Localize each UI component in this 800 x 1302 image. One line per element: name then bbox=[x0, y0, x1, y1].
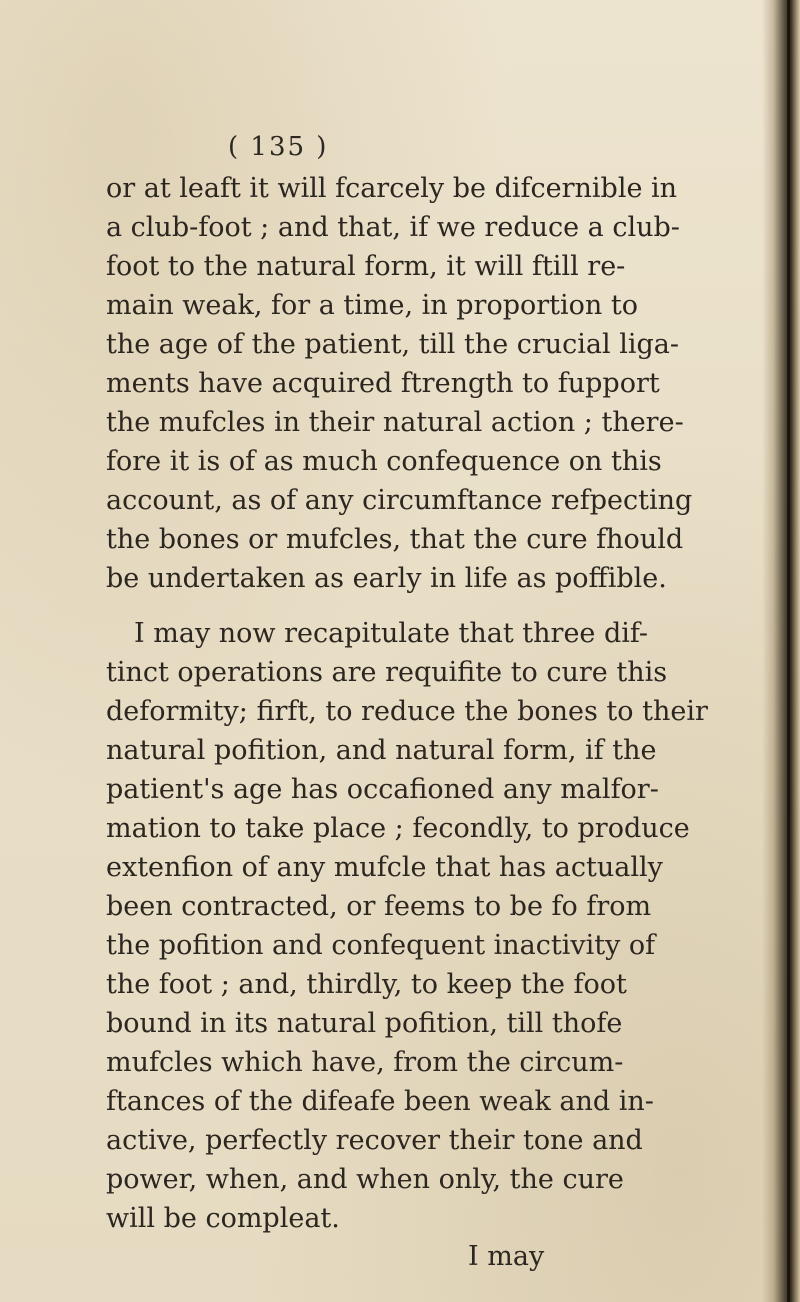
text-line: ftances of the difeafe been weak and in- bbox=[106, 1086, 654, 1117]
text-line: I may now recapitulate that three dif- bbox=[134, 618, 649, 649]
text-line: been contracted, or feems to be fo from bbox=[106, 891, 652, 922]
text-line: deformity; firft, to reduce the bones to their bbox=[106, 696, 708, 727]
text-line: account, as of any circumftance refpecting bbox=[106, 485, 693, 516]
text-line: mufcles which have, from the circum- bbox=[106, 1047, 624, 1078]
text-line: power, when, and when only, the cure bbox=[106, 1164, 624, 1195]
text-line: the bones or mufcles, that the cure fhould bbox=[106, 524, 684, 555]
text-line: the foot ; and, thirdly, to keep the foot bbox=[106, 969, 627, 1000]
text-line: the pofition and confequent inactivity of bbox=[106, 930, 656, 961]
text-line: foot to the natural form, it will ftill re- bbox=[106, 251, 626, 282]
text-line: the age of the patient, till the crucial liga- bbox=[106, 329, 680, 360]
text-line: mation to take place ; fecondly, to produce bbox=[106, 813, 690, 844]
text-line: ments have acquired ftrength to fupport bbox=[106, 368, 660, 399]
text-line: main weak, for a time, in proportion to bbox=[106, 290, 638, 321]
text-line: be undertaken as early in life as poffible. bbox=[106, 563, 667, 594]
text-line: extenfion of any mufcle that has actually bbox=[106, 852, 663, 883]
text-line: tinct operations are requifite to cure this bbox=[106, 657, 668, 688]
text-line: natural pofition, and natural form, if the bbox=[106, 735, 657, 766]
text-line: the mufcles in their natural action ; there- bbox=[106, 407, 684, 438]
text-line: active, perfectly recover their tone and bbox=[106, 1125, 643, 1156]
binding-gutter bbox=[762, 0, 800, 1302]
text-line: a club-foot ; and that, if we reduce a club- bbox=[106, 212, 680, 243]
text-line: fore it is of as much confequence on this bbox=[106, 446, 662, 477]
binding-edge bbox=[787, 0, 790, 1302]
text-line: patient's age has occafioned any malfor- bbox=[106, 774, 659, 805]
text-line: will be compleat. bbox=[106, 1203, 340, 1234]
catchword: I may bbox=[468, 1241, 545, 1272]
text-line: bound in its natural pofition, till thofe bbox=[106, 1008, 623, 1039]
page-number: ( 135 ) bbox=[228, 132, 329, 162]
text-line: or at leaft it will fcarcely be difcernible in bbox=[106, 173, 678, 204]
